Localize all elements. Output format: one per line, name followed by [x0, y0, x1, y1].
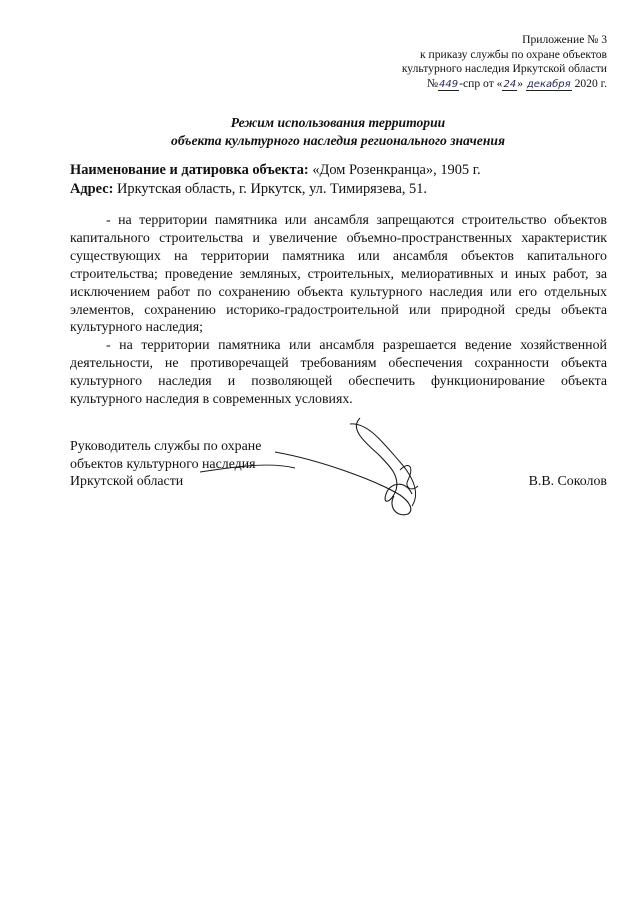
- order-number-prefix: №: [426, 76, 439, 90]
- object-info: [70, 161, 481, 199]
- signer-title-line-1: Руководитель службы по охране: [70, 439, 262, 454]
- signer-title-line-2: объектов культурного наследия: [70, 456, 256, 472]
- signer-title-line-3: Иркутской области: [70, 474, 184, 489]
- title-line-1: Режим использования территории: [230, 115, 446, 130]
- annex-order-ref: к приказу службы по охране объектов: [420, 47, 607, 61]
- permissions-paragraph: - на территории памятника или ансамбля разрешается ведение хозяйственной деятельности, не противоречащей требованиям обеспечения сохранности объекта культурного наследия и позволяющей обеспечить функционирование объекта культурного наследия в современных условиях.: [70, 338, 607, 408]
- handwritten-order-month: декабря: [526, 78, 571, 90]
- annex-number: Приложение № 3: [522, 33, 607, 46]
- annex-header: [402, 33, 607, 91]
- object-address-value: Иркутская область, г. Иркутск, ул. Тимирязева, 51.: [117, 181, 428, 197]
- document-title: [0, 114, 640, 149]
- object-name-label: Наименование и датировка объекта:: [70, 162, 309, 178]
- handwritten-order-number: 449: [439, 78, 459, 90]
- handwritten-signature-icon: [200, 410, 440, 520]
- handwritten-order-day: 24: [503, 78, 517, 90]
- signer-name: В.В. Соколов: [528, 474, 607, 489]
- object-address-label: Адрес:: [70, 181, 114, 197]
- title-line-2: объекта культурного наследия регионального значения: [171, 132, 505, 148]
- order-year: 2020 г.: [574, 76, 607, 90]
- annex-order-line: [402, 77, 607, 92]
- annex-authority: культурного наследия Иркутской области: [401, 62, 607, 76]
- regime-body: [70, 212, 607, 409]
- object-name-value: «Дом Розенкранца», 1905 г.: [312, 162, 481, 178]
- object-address-row: [70, 180, 481, 199]
- order-number-suffix: -спр от «: [459, 76, 503, 90]
- order-date-mid: »: [517, 76, 523, 90]
- prohibitions-paragraph: - на территории памятника или ансамбля запрещаются строительство объектов капитального строительства и увеличение объемно-пространственных характеристик существующих на территории памятника или ансамбля объектов капитального строительства; проведение земляных, строительных, мелиоративных и иных работ, за исключением работ по сохранению объекта культурного наследия или его отдельных элементов, сохранению историко-градостроительной или природной среды объекта культурного наследия;: [70, 213, 607, 336]
- object-name-row: [70, 161, 481, 180]
